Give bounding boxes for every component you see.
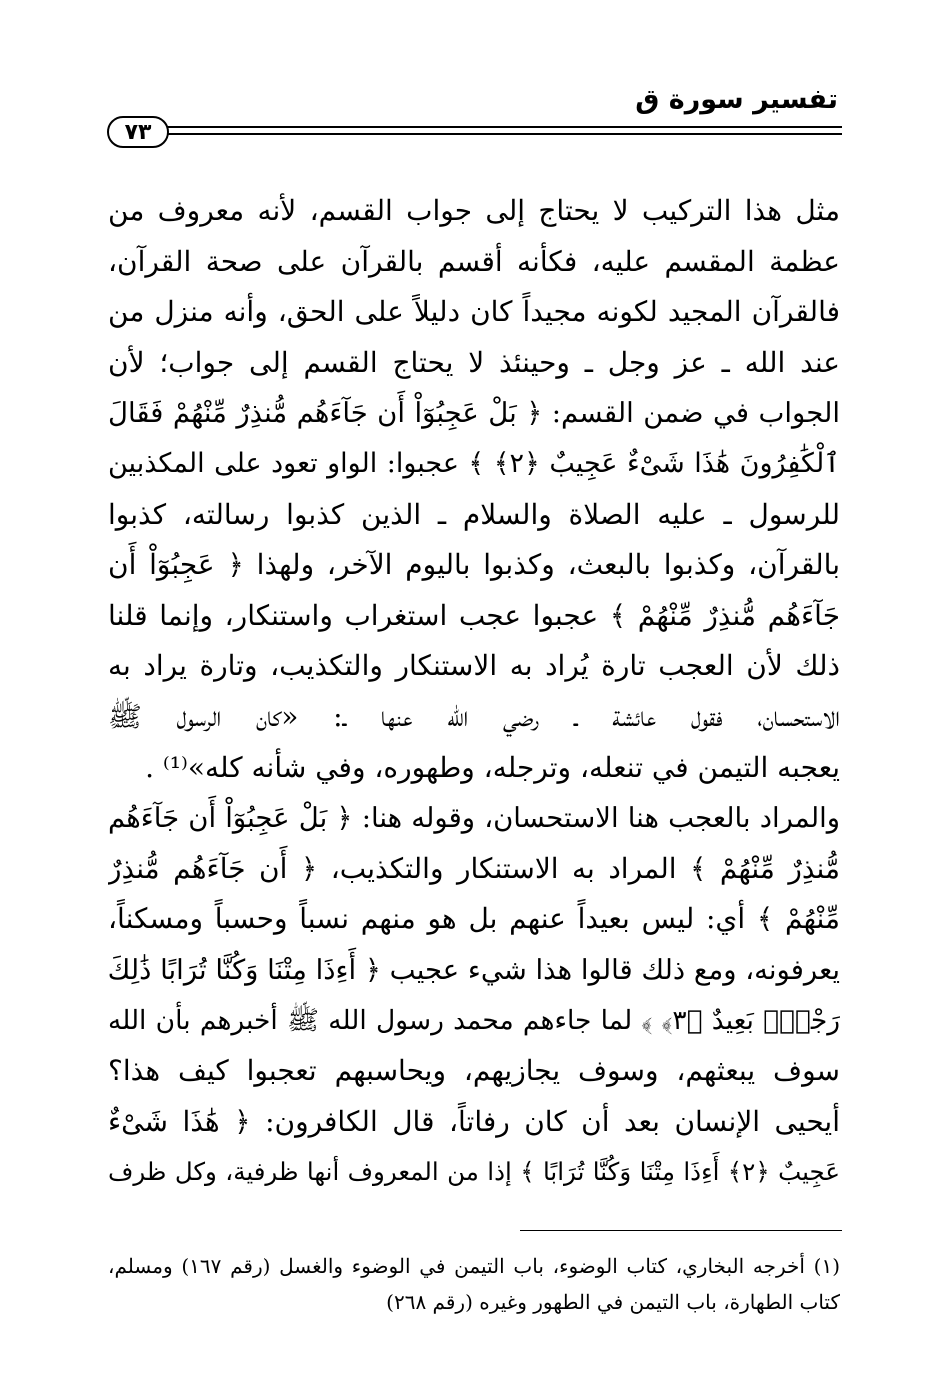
text-line: سوف يبعثهم، وسوف يجازيهم، ويحاسبهم تعجبوا كيف هذا؟ [108,1054,840,1088]
footnote-line: كتاب الطهارة، باب التيمن في الطهور وغيره (رقم ٢٦٨) [386,1290,840,1314]
text-line: جَآءَهُم مُّنذِرٌ مِّنْهُمْ ﴾ عجبوا عجب استغراب واستنكار، وإنما قلنا [108,598,840,632]
page-number-badge: ٧٣ [107,116,169,148]
text-line: فالقرآن المجيد لكونه مجيداً كان دليلاً على الحق، وأنه منزل من [108,295,840,329]
text-line: ٱلْكَٰفِرُونَ هَٰذَا شَىْءٌ عَجِيبٌ ﴿٢﴾ ﴾ عجبوا: الواو تعود على المكذبين [108,447,840,479]
text-line: مِّنْهُمْ ﴾ أي: ليس بعيداً عنهم بل هو منهم نسباً وحسباً ومسكناً، [108,902,840,936]
text-line: للرسول ـ عليه الصلاة والسلام ـ الذين كذبوا رسالته، كذبوا [108,497,840,531]
footnote-line: (١) أخرجه البخاري، كتاب الوضوء، باب التيمن في الوضوء والغسل (رقم ١٦٧) ومسلم، [108,1254,840,1278]
text-line: ذلك لأن العجب تارة يُراد به الاستنكار والتكذيب، وتارة يراد به [108,649,840,683]
text-line: عَجِيبٌ ﴿٢﴾ أَءِذَا مِتْنَا وَكُنَّا تُرَابًا ﴾ إذا من المعروف أنها ظرفية، وكل ظرف [108,1157,840,1187]
text-line: رَجْعٌۢ بَعِيدٌ ﴿٣﴾ ﴾ لما جاءهم محمد رسول الله ﷺ أخبرهم بأن الله [108,1004,840,1036]
text-line: مُّنذِرٌ مِّنْهُمْ ﴾ المراد به الاستنكار والتكذيب، ﴿ أَن جَآءَهُم مُّنذِرٌ [108,851,840,885]
header-double-rule-bottom [167,133,842,135]
footnote-separator [520,1230,842,1231]
text-line: الجواب في ضمن القسم: ﴿ بَلْ عَجِبُوٓاْ أَن جَآءَهُم مُّنذِرٌ مِّنْهُمْ فَقَالَ [108,397,840,430]
text-line: والمراد بالعجب هنا الاستحسان، وقوله هنا: ﴿ بَلْ عَجِبُوٓاْ أَن جَآءَهُم [108,802,840,835]
text-line: مثل هذا التركيب لا يحتاج إلى جواب القسم، لأنه معروف من [108,194,840,227]
text-line: بالقرآن، وكذبوا بالبعث، وكذبوا باليوم الآخر، ولهذا ﴿ عَجِبُوٓاْ أَن [108,548,840,582]
footnotes-block [108,1248,840,1320]
text-line: عظمة المقسم عليه، فكأنه أقسم بالقرآن على صحة القرآن، [108,244,840,278]
text-line: يعرفونه، ومع ذلك قالوا هذا شيء عجيب ﴿ أَءِذَا مِتْنَا وَكُنَّا تُرَابًا ذَٰلِكَ [108,953,840,986]
text-line: عند الله ـ عز وجل ـ وحينئذ لا يحتاج القسم إلى جواب؛ لأن [108,345,840,379]
text-line: يعجبه التيمن في تنعله، وترجله، وطهوره، وفي شأنه كله»⁽¹⁾ . [145,750,840,784]
text-line: الاستحسان، فقول عائشة ـ رضي الله عنها ـ: «كان الرسول ﷺ [108,699,840,733]
header-double-rule-top [167,126,842,128]
main-text-block [108,186,840,1198]
text-line: أيحيى الإنسان بعد أن كان رفاتاً، قال الكافرون: ﴿ هَٰذَا شَىْءٌ [108,1104,840,1138]
running-header-title: تفسير سورة ق [635,84,838,115]
